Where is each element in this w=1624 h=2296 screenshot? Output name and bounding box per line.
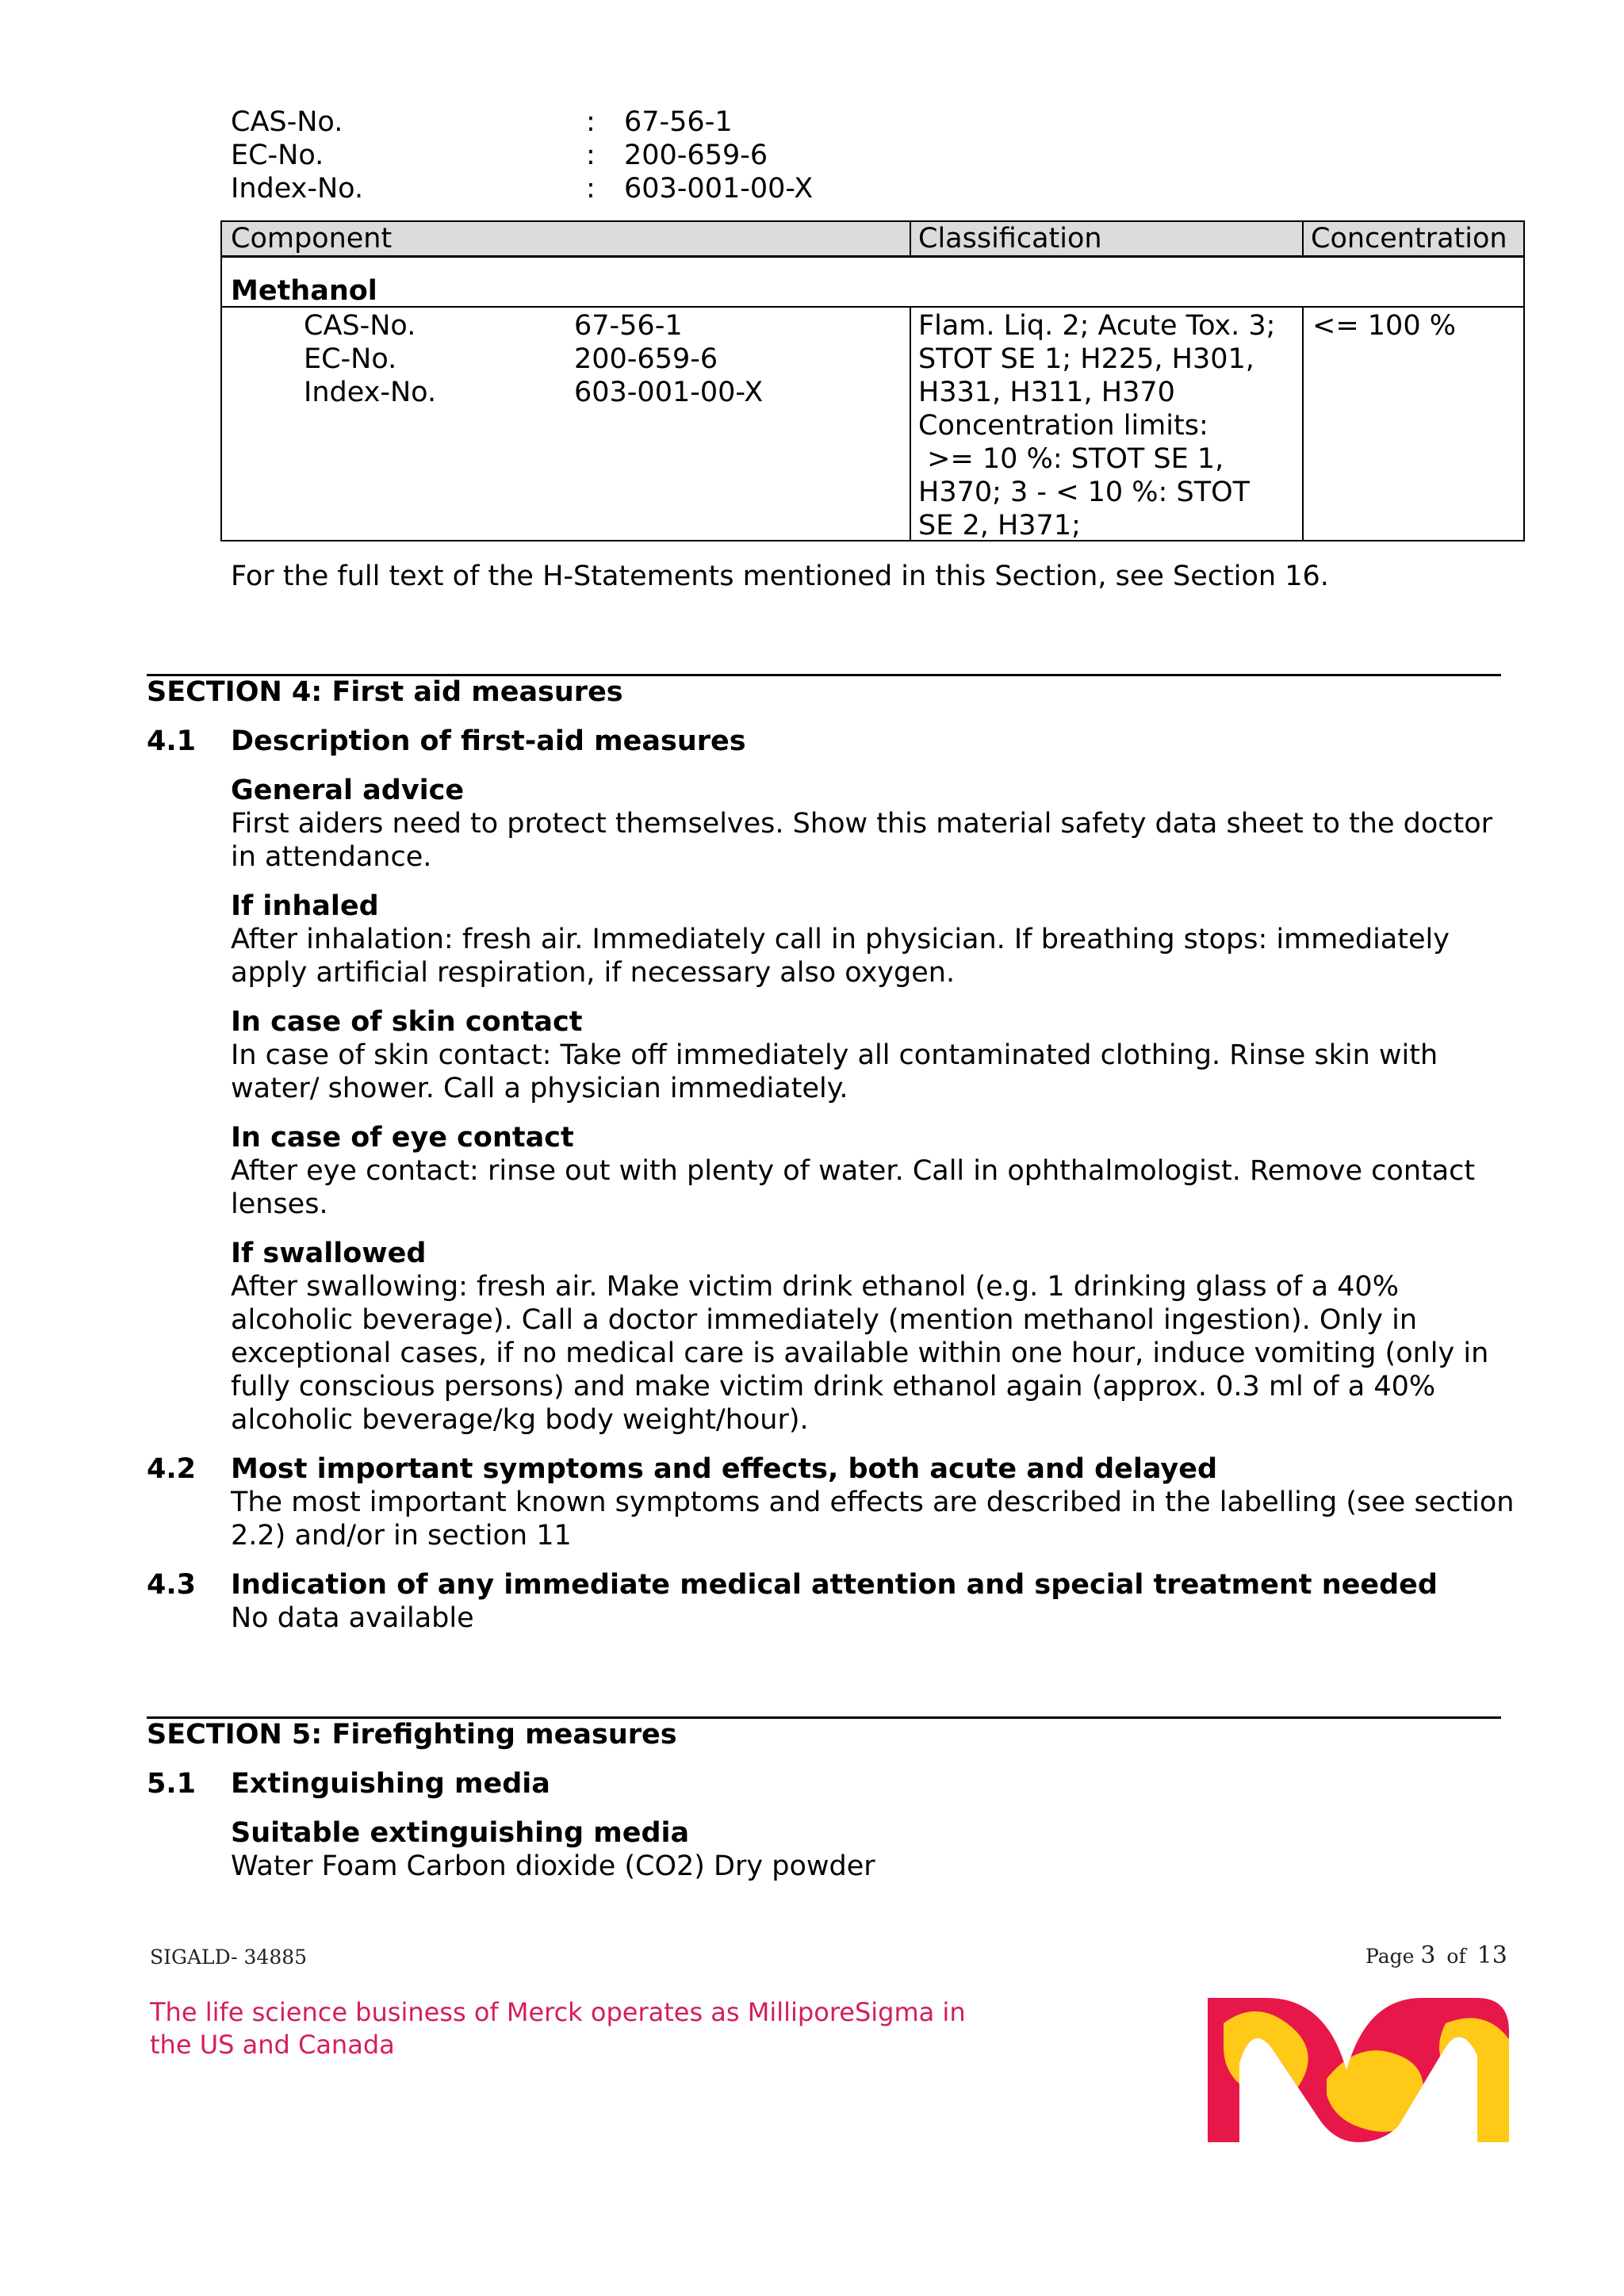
merck-notice-line: the US and Canada — [150, 2030, 395, 2060]
paragraph-line: In case of skin contact: Take off immediately all contaminated clothing. Rinse skin with — [231, 1039, 1438, 1071]
classification-line: H370; 3 - < 10 %: STOT — [918, 476, 1251, 508]
paragraph-line: After inhalation: fresh air. Immediately call in physician. If breathing stops: immediately — [231, 924, 1450, 955]
classification-line: Flam. Liq. 2; Acute Tox. 3; — [918, 310, 1276, 342]
identifier-label: CAS-No. — [231, 106, 343, 138]
subsection-number: 5.1 — [147, 1768, 197, 1800]
subsection-number: 4.3 — [147, 1569, 197, 1601]
logo-yellow-shape — [1439, 2018, 1509, 2142]
paragraph-line: The most important known symptoms and effects are described in the labelling (see section — [231, 1487, 1515, 1518]
paragraph-line: alcoholic beverage). Call a doctor immediately (mention methanol ingestion). Only in — [231, 1304, 1418, 1336]
paragraph-line: After swallowing: fresh air. Make victim drink ethanol (e.g. 1 drinking glass of a 40% — [231, 1271, 1399, 1303]
subsection-number: 4.1 — [147, 725, 197, 757]
paragraph-line: No data available — [231, 1602, 474, 1634]
concentration-value: <= 100 % — [1312, 310, 1456, 342]
merck-notice-line: The life science business of Merck operates as MilliporeSigma in — [150, 1997, 966, 2027]
component-id-label: Index-No. — [304, 377, 437, 408]
table-col-divider — [1302, 220, 1304, 258]
identifier-value: 603-001-00-X — [624, 173, 814, 205]
paragraph-line: lenses. — [231, 1188, 328, 1220]
identifier-colon: : — [586, 106, 596, 138]
page-indicator — [1365, 1944, 1507, 1969]
paragraph-line: water/ shower. Call a physician immediately. — [231, 1073, 848, 1104]
merck-logo — [1208, 1992, 1509, 2142]
of-word: of — [1446, 1945, 1466, 1968]
subsection-title: Indication of any immediate medical attention and special treatment needed — [231, 1569, 1438, 1601]
logo-yellow-shape — [1258, 2101, 1293, 2136]
table-note: For the full text of the H-Statements mentioned in this Section, see Section 16. — [231, 561, 1329, 592]
component-id-value: 603-001-00-X — [574, 377, 764, 408]
subsection-number: 4.2 — [147, 1453, 197, 1485]
subsection-title: Most important symptoms and effects, both acute and delayed — [231, 1453, 1218, 1485]
general-advice-heading: General advice — [231, 775, 465, 806]
table-border-left — [220, 220, 222, 541]
classification-line: STOT SE 1; H225, H301, — [918, 343, 1254, 375]
table-row-divider — [220, 306, 1525, 308]
classification-line: SE 2, H371; — [918, 510, 1081, 541]
eye-contact-heading: In case of eye contact — [231, 1122, 574, 1154]
identifier-label: Index-No. — [231, 173, 364, 205]
table-col-divider — [910, 220, 911, 258]
identifier-label: EC-No. — [231, 140, 324, 171]
table-col-divider — [910, 306, 911, 541]
table-header-component: Component — [231, 223, 393, 254]
paragraph-line: alcoholic beverage/kg body weight/hour). — [231, 1404, 809, 1436]
paragraph-line: apply artificial respiration, if necessary also oxygen. — [231, 957, 956, 989]
page-total: 13 — [1477, 1942, 1507, 1969]
page-number: 3 — [1420, 1942, 1436, 1969]
classification-line: H331, H311, H370 — [918, 377, 1175, 408]
paragraph-line: in attendance. — [231, 841, 432, 873]
page-word: Page — [1365, 1945, 1415, 1968]
table-header-divider — [220, 255, 1525, 258]
subsection-title: Description of first-aid measures — [231, 725, 746, 757]
paragraph-line: Water Foam Carbon dioxide (CO2) Dry powder — [231, 1850, 875, 1882]
classification-line: >= 10 %: STOT SE 1, — [918, 443, 1224, 475]
section-4-title: SECTION 4: First aid measures — [147, 676, 623, 708]
table-header-concentration: Concentration — [1311, 223, 1507, 254]
identifier-value: 200-659-6 — [624, 140, 768, 171]
component-id-label: CAS-No. — [304, 310, 416, 342]
paragraph-line: fully conscious persons) and make victim drink ethanol again (approx. 0.3 ml of a 40% — [231, 1371, 1436, 1402]
paragraph-line: exceptional cases, if no medical care is available within one hour, induce vomiting (only in — [231, 1337, 1489, 1369]
identifier-value: 67-56-1 — [624, 106, 733, 138]
suitable-media-heading: Suitable extinguishing media — [231, 1817, 690, 1849]
section-5-title: SECTION 5: Firefighting measures — [147, 1719, 677, 1751]
identifier-colon: : — [586, 173, 596, 205]
component-id-label: EC-No. — [304, 343, 397, 375]
paragraph-line: After eye contact: rinse out with plenty of water. Call in ophthalmologist. Remove contact — [231, 1155, 1476, 1187]
component-name: Methanol — [231, 275, 377, 307]
identifier-colon: : — [586, 140, 596, 171]
document-id: SIGALD- 34885 — [150, 1946, 308, 1969]
paragraph-line: 2.2) and/or in section 11 — [231, 1520, 572, 1552]
table-header-classification: Classification — [918, 223, 1102, 254]
subsection-title: Extinguishing media — [231, 1768, 550, 1800]
if-swallowed-heading: If swallowed — [231, 1238, 427, 1269]
if-inhaled-heading: If inhaled — [231, 890, 379, 922]
paragraph-line: First aiders need to protect themselves. Show this material safety data sheet to the doctor — [231, 808, 1493, 840]
table-col-divider — [1302, 306, 1304, 541]
table-border-bottom — [220, 540, 1525, 541]
component-id-value: 200-659-6 — [574, 343, 718, 375]
classification-line: Concentration limits: — [918, 410, 1208, 442]
skin-contact-heading: In case of skin contact — [231, 1006, 583, 1038]
component-id-value: 67-56-1 — [574, 310, 683, 342]
table-border-right — [1523, 220, 1525, 541]
